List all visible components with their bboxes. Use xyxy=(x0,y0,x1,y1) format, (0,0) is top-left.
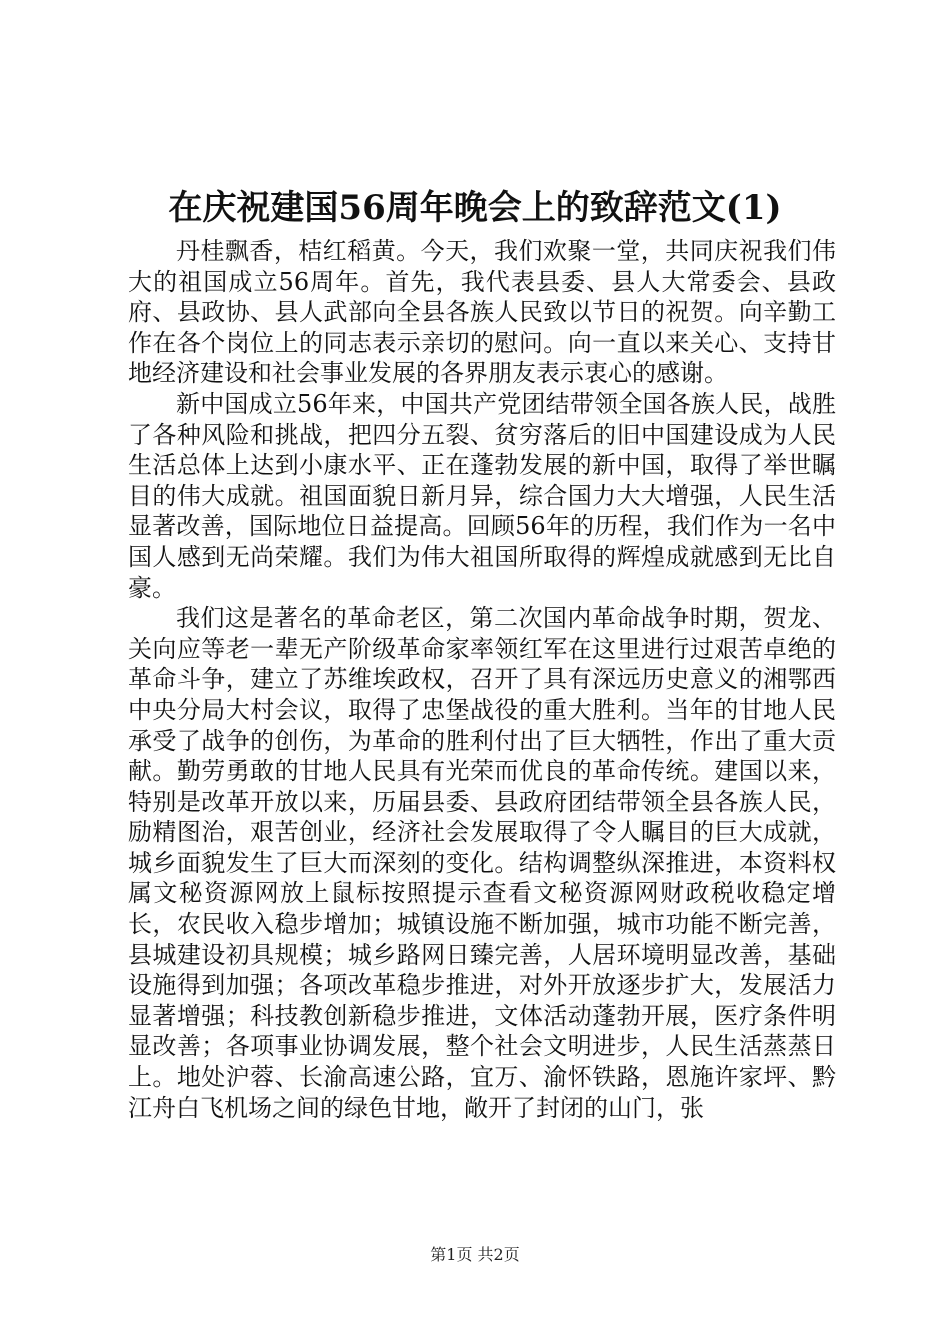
paragraph-2: 新中国成立56年来，中国共产党团结带领全国各族人民，战胜了各种风险和挑战，把四分五裂、贫穷落后的旧中国建设成为人民生活总体上达到小康水平、正在蓬勃发展的新中国，取得了举世瞩目的伟大成就。祖国面貌日新月异，综合国力大大增强，人民生活显著改善，国际地位日益提高。回顾56年的历程，我们作为一名中国人感到无尚荣耀。我们为伟大祖国所取得的辉煌成就感到无比自豪。 xyxy=(128,389,836,602)
page-footer: 第1页 共2页 xyxy=(430,1245,520,1264)
document-body xyxy=(128,236,836,1123)
document-title: 在庆祝建国56周年晚会上的致辞范文(1) xyxy=(168,188,782,228)
paragraph-3: 我们这是著名的革命老区，第二次国内革命战争时期，贺龙、关向应等老一辈无产阶级革命家率领红军在这里进行过艰苦卓绝的革命斗争，建立了苏维埃政权，召开了具有深远历史意义的湘鄂西中央分局大村会议，取得了忠堡战役的重大胜利。当年的甘地人民承受了战争的创伤，为革命的胜利付出了巨大牺牲，作出了重大贡献。勤劳勇敢的甘地人民具有光荣而优良的革命传统。建国以来，特别是改革开放以来，历届县委、县政府团结带领全县各族人民，励精图治，艰苦创业，经济社会发展取得了令人瞩目的巨大成就，城乡面貌发生了巨大而深刻的变化。结构调整纵深推进，本资料权属文秘资源网放上鼠标按照提示查看文秘资源网财政税收稳定增长，农民收入稳步增加；城镇设施不断加强，城市功能不断完善，县城建设初具规模；城乡路网日臻完善，人居环境明显改善，基础设施得到加强；各项改革稳步推进，对外开放逐步扩大，发展活力显著增强；科技教创新稳步推进，文体活动蓬勃开展，医疗条件明显改善；各项事业协调发展，整个社会文明进步，人民生活蒸蒸日上。地处沪蓉、长渝高速公路，宜万、渝怀铁路，恩施许家坪、黔江舟白飞机场之间的绿色甘地，敞开了封闭的山门，张 xyxy=(128,604,836,1122)
paragraph-1: 丹桂飘香，桔红稻黄。今天，我们欢聚一堂，共同庆祝我们伟大的祖国成立56周年。首先，我代表县委、县人大常委会、县政府、县政协、县人武部向全县各族人民致以节日的祝贺。向辛勤工作在各个岗位上的同志表示亲切的慰问。向一直以来关心、支持甘地经济建设和社会事业发展的各界朋友表示衷心的感谢。 xyxy=(128,237,836,388)
